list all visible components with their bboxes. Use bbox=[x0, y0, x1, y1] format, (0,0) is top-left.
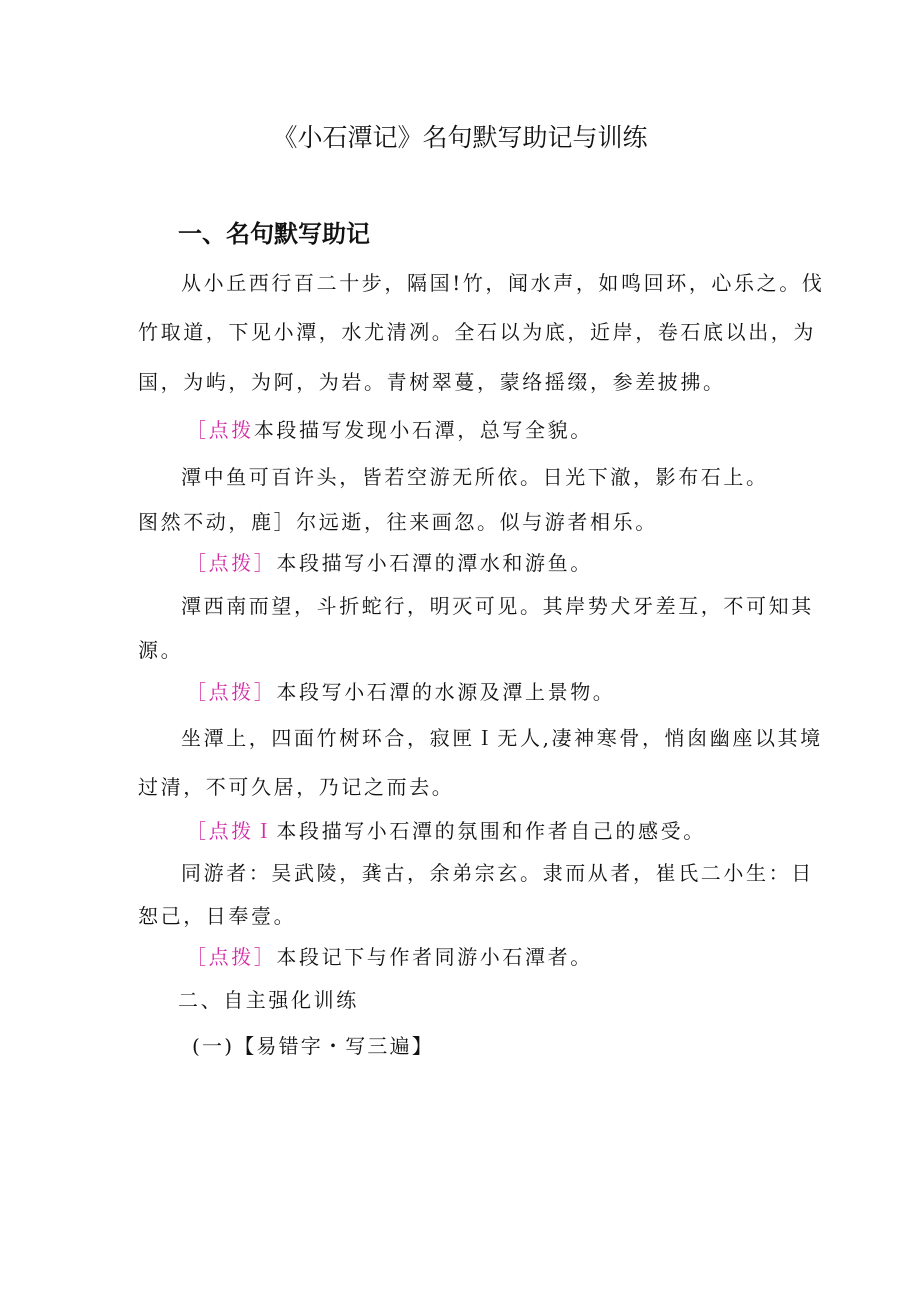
note-tag: ［点拨］ bbox=[186, 945, 277, 969]
paragraph-line: 从小丘西行百二十步，隔国!竹，闻水声，如鸣回环，心乐之。伐 bbox=[181, 271, 825, 295]
note-text: 本段描写小石潭的氛围和作者自己的感受。 bbox=[276, 819, 706, 843]
note-line bbox=[186, 414, 593, 443]
paragraph-line: 潭中鱼可百许头，皆若空游无所依。日光下澈，影布石上。 bbox=[181, 465, 769, 489]
note-tag: ［点拨 bbox=[186, 418, 254, 442]
note-line bbox=[186, 547, 593, 576]
note-tag: ［点拨］ bbox=[186, 551, 277, 575]
paragraph-line: 图然不动，鹿］尔远逝，往来画忽。似与游者相乐。 bbox=[138, 510, 658, 534]
note-text: 本段描写小石潭的潭水和游鱼。 bbox=[276, 551, 593, 575]
paragraph-line: 坐潭上，四面竹树环合，寂匣Ｉ无人,凄神寒骨，悄囱幽座以其境 bbox=[181, 726, 823, 750]
document-title: 《小石潭记》名句默写助记与训练 bbox=[272, 123, 648, 152]
paragraph-line: 源。 bbox=[138, 638, 184, 662]
subsection-heading-typos: (一)【易错字・写三遍】 bbox=[192, 1034, 435, 1058]
note-tag: ［点拨Ｉ bbox=[186, 819, 277, 843]
paragraph-line: 国，为屿，为阿，为岩。青树翠蔓，蒙络摇缀，参差披拂。 bbox=[138, 370, 726, 394]
note-line bbox=[186, 941, 593, 970]
note-text: 本段写小石潭的水源及潭上景物。 bbox=[276, 680, 616, 704]
note-line bbox=[186, 676, 615, 705]
section-heading-training: 二、自主强化训练 bbox=[178, 988, 359, 1012]
note-line bbox=[186, 815, 706, 844]
note-text: 本段描写发现小石潭，总写全貌。 bbox=[253, 418, 593, 442]
paragraph-line: 同游者：吴武陵，龚古，余弟宗玄。隶而从者，崔氏二小生：日 bbox=[181, 861, 814, 885]
note-tag: ［点拨］ bbox=[186, 680, 277, 704]
section-heading-mnemonics: 一、名句默写助记 bbox=[178, 220, 370, 248]
paragraph-line: 竹取道，下见小潭，水尤清冽。全石以为底，近岸，卷石底以出，为 bbox=[138, 320, 816, 344]
paragraph-line: 潭西南而望，斗折蛇行，明灭可见。其岸势犬牙差互，不可知其 bbox=[181, 594, 814, 618]
note-text: 本段记下与作者同游小石潭者。 bbox=[276, 945, 593, 969]
paragraph-line: 过清，不可久居，乃记之而去。 bbox=[138, 775, 455, 799]
paragraph-line: 恕己，日奉壹。 bbox=[138, 904, 297, 928]
